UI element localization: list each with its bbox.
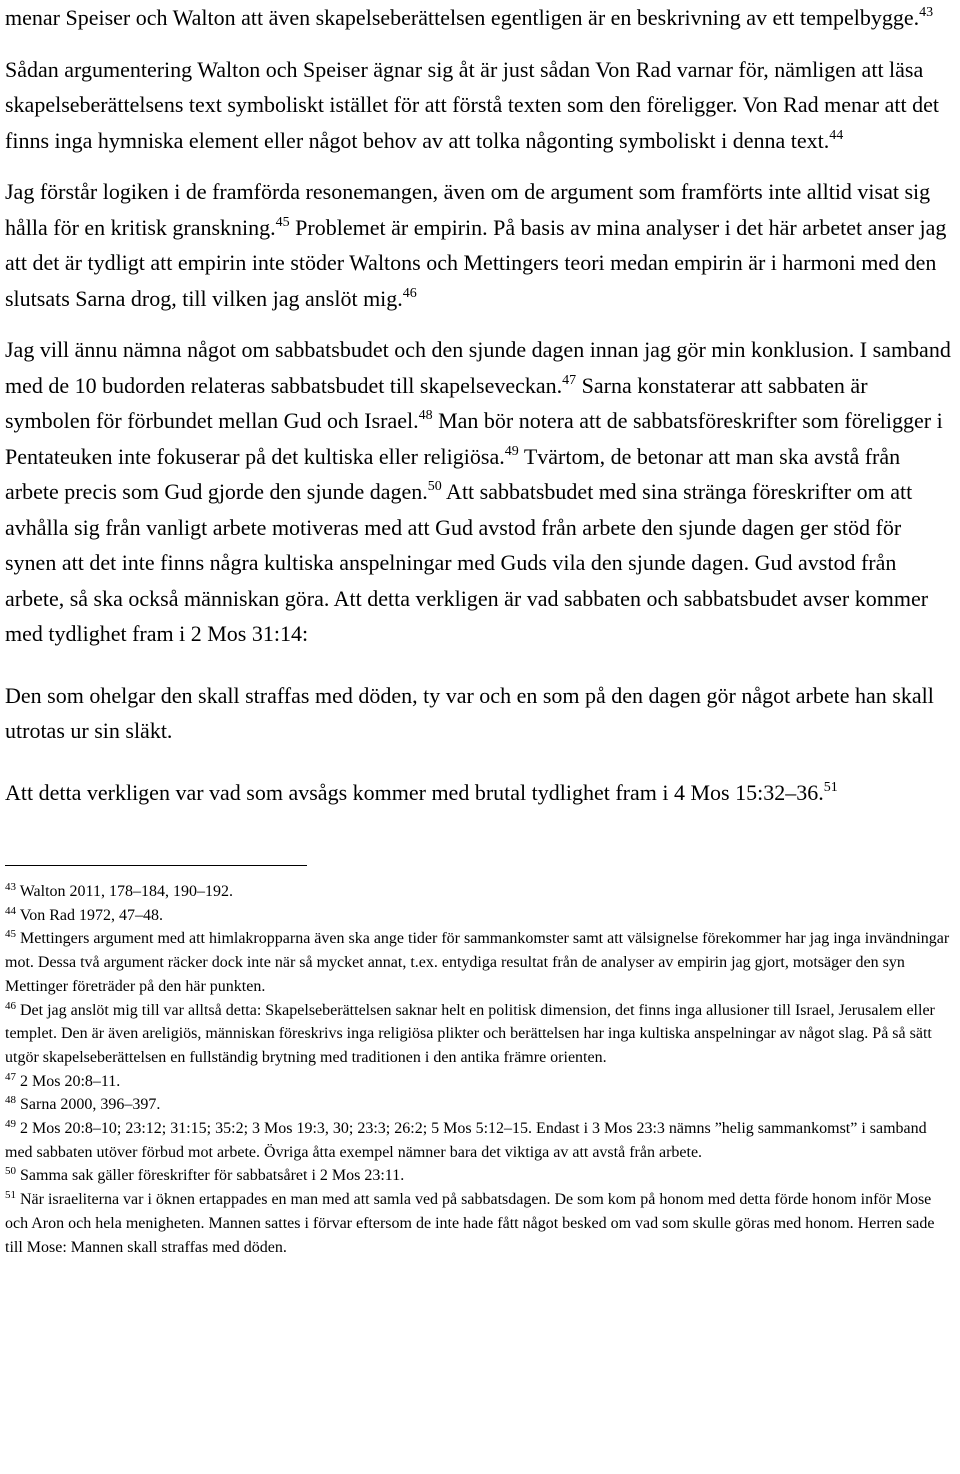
footnote-51	[5, 1188, 955, 1259]
text-run: Att sabbatsbudet med sina stränga föreskrifter om att avhålla sig från vanligt arbete motiveras med att Gud avstod från arbete den sjunde dagen ger stöd för synen att det inte finns några kultiska anspelningar med Guds vila den sjunde dagen. Gud avstod från arbete, så ska också människan göra. Att detta verkligen är vad sabbaten och sabbatsbudet avser kommer med tydlighet fram i 2 Mos 31:14:	[5, 479, 929, 646]
footnote-ref-44[interactable]: 44	[829, 127, 844, 143]
footnote-number: 45	[5, 928, 16, 941]
text-run: Tvärtom, de betonar att man ska avstå från arbete precis som Gud gjorde den sjunde dagen.	[5, 443, 901, 504]
text-run: Att detta verkligen var vad som avsågs kommer med brutal tydlighet fram i 4 Mos 15:32–36.	[5, 779, 824, 805]
text-run: Man bör notera att de sabbatsföreskrifter som föreligger i Pentateuken inte fokuserar på det kultiska eller religiösa.	[5, 408, 943, 469]
paragraph-3	[5, 174, 955, 316]
footnote-text: Samma sak gäller föreskrifter för sabbatsåret i 2 Mos 23:11.	[20, 1167, 405, 1185]
footnote-46	[5, 999, 955, 1070]
paragraph-6	[5, 775, 955, 811]
footnote-text: 2 Mos 20:8–11.	[20, 1072, 121, 1090]
body-text	[5, 0, 955, 810]
footnote-text: När israeliterna var i öknen ertappades en man med att samla ved på sabbatsdagen. De som kom på honom med detta förde honom inför Mose och Aron och hela menigheten. Mannen sattes i förvar eftersom de inte hade fått något besked om vad som skulle göras med honom. Herren sade till Mose: Mannen skall straffas med döden.	[5, 1191, 935, 1256]
footnote-49	[5, 1117, 955, 1164]
quote-text: Den som ohelgar den skall straffas med döden, ty var och en som på den dagen gör något arbete han skall utrotas ur sin släkt.	[5, 682, 934, 743]
footnote-44	[5, 904, 955, 928]
text-run: Jag förstår logiken i de framförda resonemangen, även om de argument som framförts inte alltid visat sig hålla för en kritisk granskning.	[5, 179, 931, 240]
footnote-text: Sarna 2000, 396–397.	[20, 1096, 161, 1114]
footnote-50	[5, 1164, 955, 1188]
text-run: Sarna konstaterar att sabbaten är symbolen för förbundet mellan Gud och Israel.	[5, 372, 868, 433]
document-page	[5, 0, 955, 1259]
text-run: Problemet är empirin. På basis av mina analyser i det här arbetet anser jag att det är tydligt att empirin inte stöder Waltons och Mettingers teori medan empirin är i harmoni med den slutsats Sarna drog, till vilken jag anslöt mig.	[5, 214, 947, 311]
footnote-number: 48	[5, 1094, 16, 1107]
footnote-47	[5, 1070, 955, 1094]
footnote-text: Von Rad 1972, 47–48.	[19, 906, 163, 924]
footnote-ref-46[interactable]: 46	[402, 285, 417, 301]
footnote-ref-49[interactable]: 49	[504, 443, 519, 459]
footnote-ref-47[interactable]: 47	[562, 372, 577, 388]
footnote-ref-50[interactable]: 50	[427, 479, 442, 494]
footnote-ref-45[interactable]: 45	[275, 214, 290, 230]
footnote-number: 44	[5, 904, 16, 917]
footnotes	[5, 880, 955, 1259]
text-run: Sådan argumentering Walton och Speiser ägnar sig åt är just sådan Von Rad varnar för, nämligen att läsa skapelseberättelsens text symboliskt istället för att förstå texten som den föreligger. Von Rad menar att det finns inga hymniska element eller något behov av att tolka någonting symboliskt i denna text.	[5, 56, 939, 153]
footnote-ref-48[interactable]: 48	[418, 408, 433, 423]
text-run: menar Speiser och Walton att även skapelseberättelsen egentligen är en beskrivning av ett tempelbygge.	[5, 5, 920, 30]
footnote-48	[5, 1093, 955, 1117]
paragraph-1	[5, 0, 955, 36]
paragraph-2	[5, 52, 955, 159]
footnote-number: 50	[5, 1165, 16, 1178]
footnote-separator	[5, 865, 307, 866]
footnote-number: 43	[5, 881, 16, 893]
footnote-text: 2 Mos 20:8–10; 23:12; 31:15; 35:2; 3 Mos 19:3, 30; 23:3; 26:2; 5 Mos 5:12–15. Endast i 3 Mos 23:3 nämns ”helig sammankomst” i samband med sabbaten utöver förbud mot arbete. Övriga åtta exempel nämner bara det viktiga av att avstå från arbete.	[5, 1120, 927, 1161]
footnote-text: Det jag anslöt mig till var alltså detta: Skapelseberättelsen saknar helt en politisk dimension, det finns inga allusioner till Israel, Jerusalem eller templet. Den är även areligiös, människan föreskrivs inga religiösa plikter och berättelsen har inga kultiska anspelningar av något slag. På så sätt utgör skapelseberättelsen en fullständig brytning med traditionen i den antika främre orienten.	[5, 1001, 935, 1066]
paragraph-4	[5, 332, 955, 652]
footnote-number: 49	[5, 1118, 16, 1131]
footnote-45	[5, 927, 955, 998]
footnote-number: 47	[5, 1070, 16, 1083]
footnote-43	[5, 880, 955, 904]
footnote-ref-43[interactable]: 43	[919, 5, 934, 20]
footnote-text: Mettingers argument med att himlakropparna även ska ange tider för sammankomster samt att välsignelse förekommer har jag inga invändningar mot. Dessa två argument räcker dock inte när så mycket annat, t.ex. entydiga resultat från de analyser av empirin jag gjort, motsäger den syn Mettinger företräder på den här punkten.	[5, 930, 950, 995]
footnote-text: Walton 2011, 178–184, 190–192.	[19, 883, 233, 900]
footnote-number: 46	[5, 999, 16, 1012]
block-quote	[5, 678, 955, 749]
text-run: Jag vill ännu nämna något om sabbatsbudet och den sjunde dagen innan jag gör min konklusion. I samband med de 10 budorden relateras sabbatsbudet till skapelseveckan.	[5, 337, 951, 398]
footnote-number: 51	[5, 1189, 16, 1202]
footnote-ref-51[interactable]: 51	[823, 779, 838, 795]
